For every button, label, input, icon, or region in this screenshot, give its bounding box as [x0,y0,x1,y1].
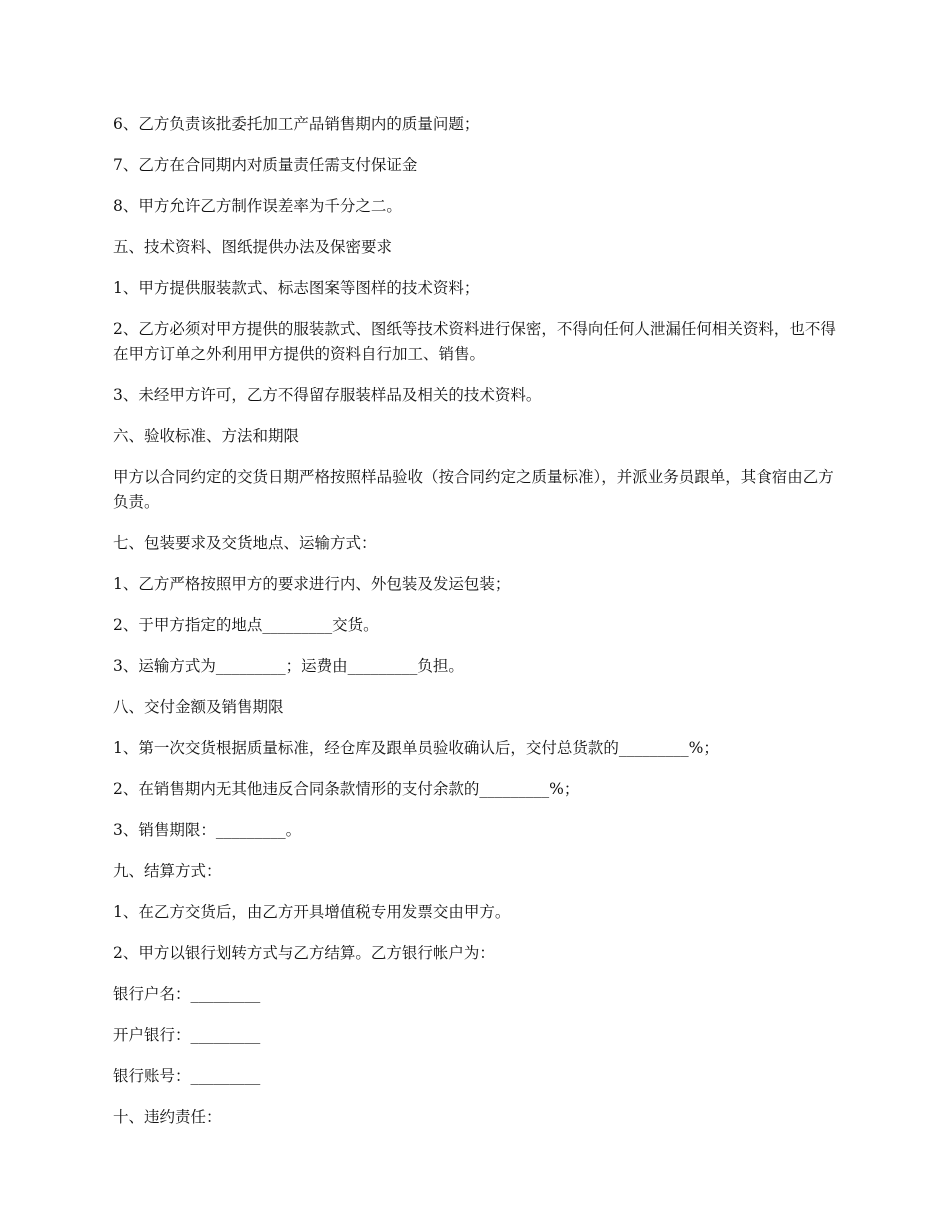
bank-account-name: 银行户名：_________ [113,985,261,1003]
section-8-heading: 八、交付金额及销售期限 [113,698,284,716]
section-8-item-2: 2、在销售期内无其他违反合同条款情形的支付余款的_________%； [113,780,580,798]
section-10-heading: 十、违约责任： [113,1108,222,1126]
section-7-item-3: 3、运输方式为_________；运费由_________负担。 [113,657,464,675]
clause-8-error-rate: 8、甲方允许乙方制作误差率为千分之二。 [113,197,402,215]
section-9-item-1: 1、在乙方交货后，由乙方开具增值税专用发票交由甲方。 [113,903,511,921]
section-7-item-1: 1、乙方严格按照甲方的要求进行内、外包装及发运包装； [113,575,511,593]
section-5-heading: 五、技术资料、图纸提供办法及保密要求 [113,238,393,256]
section-7-heading: 七、包装要求及交货地点、运输方式： [113,534,377,552]
section-8-item-1: 1、第一次交货根据质量标准，经仓库及跟单员验收确认后，交付总货款的_________%； [113,739,719,757]
clause-7-guarantee-deposit: 7、乙方在合同期内对质量责任需支付保证金 [113,156,418,174]
section-8-item-3: 3、销售期限：_________。 [113,821,302,839]
clause-6-quality-responsibility: 6、乙方负责该批委托加工产品销售期内的质量问题； [113,115,480,133]
section-9-item-2: 2、甲方以银行划转方式与乙方结算。乙方银行帐户为： [113,944,495,962]
section-6-body: 甲方以合同约定的交货日期严格按照样品验收（按合同约定之质量标准），并派业务员跟单，其食宿由乙方负责。 [113,468,834,511]
bank-name: 开户银行：_________ [113,1026,261,1044]
section-5-item-2: 2、乙方必须对甲方提供的服装款式、图纸等技术资料进行保密，不得向任何人泄漏任何相关资料，也不得在甲方订单之外利用甲方提供的资料自行加工、销售。 [113,320,836,363]
section-5-item-1: 1、甲方提供服装款式、标志图案等图样的技术资料； [113,279,480,297]
section-9-heading: 九、结算方式： [113,862,222,880]
section-6-heading: 六、验收标准、方法和期限 [113,427,300,445]
bank-account-number: 银行账号：_________ [113,1067,261,1085]
section-7-item-2: 2、于甲方指定的地点_________交货。 [113,616,379,634]
document-body [113,112,843,1146]
section-5-item-3: 3、未经甲方许可，乙方不得留存服装样品及相关的技术资料。 [113,386,542,404]
